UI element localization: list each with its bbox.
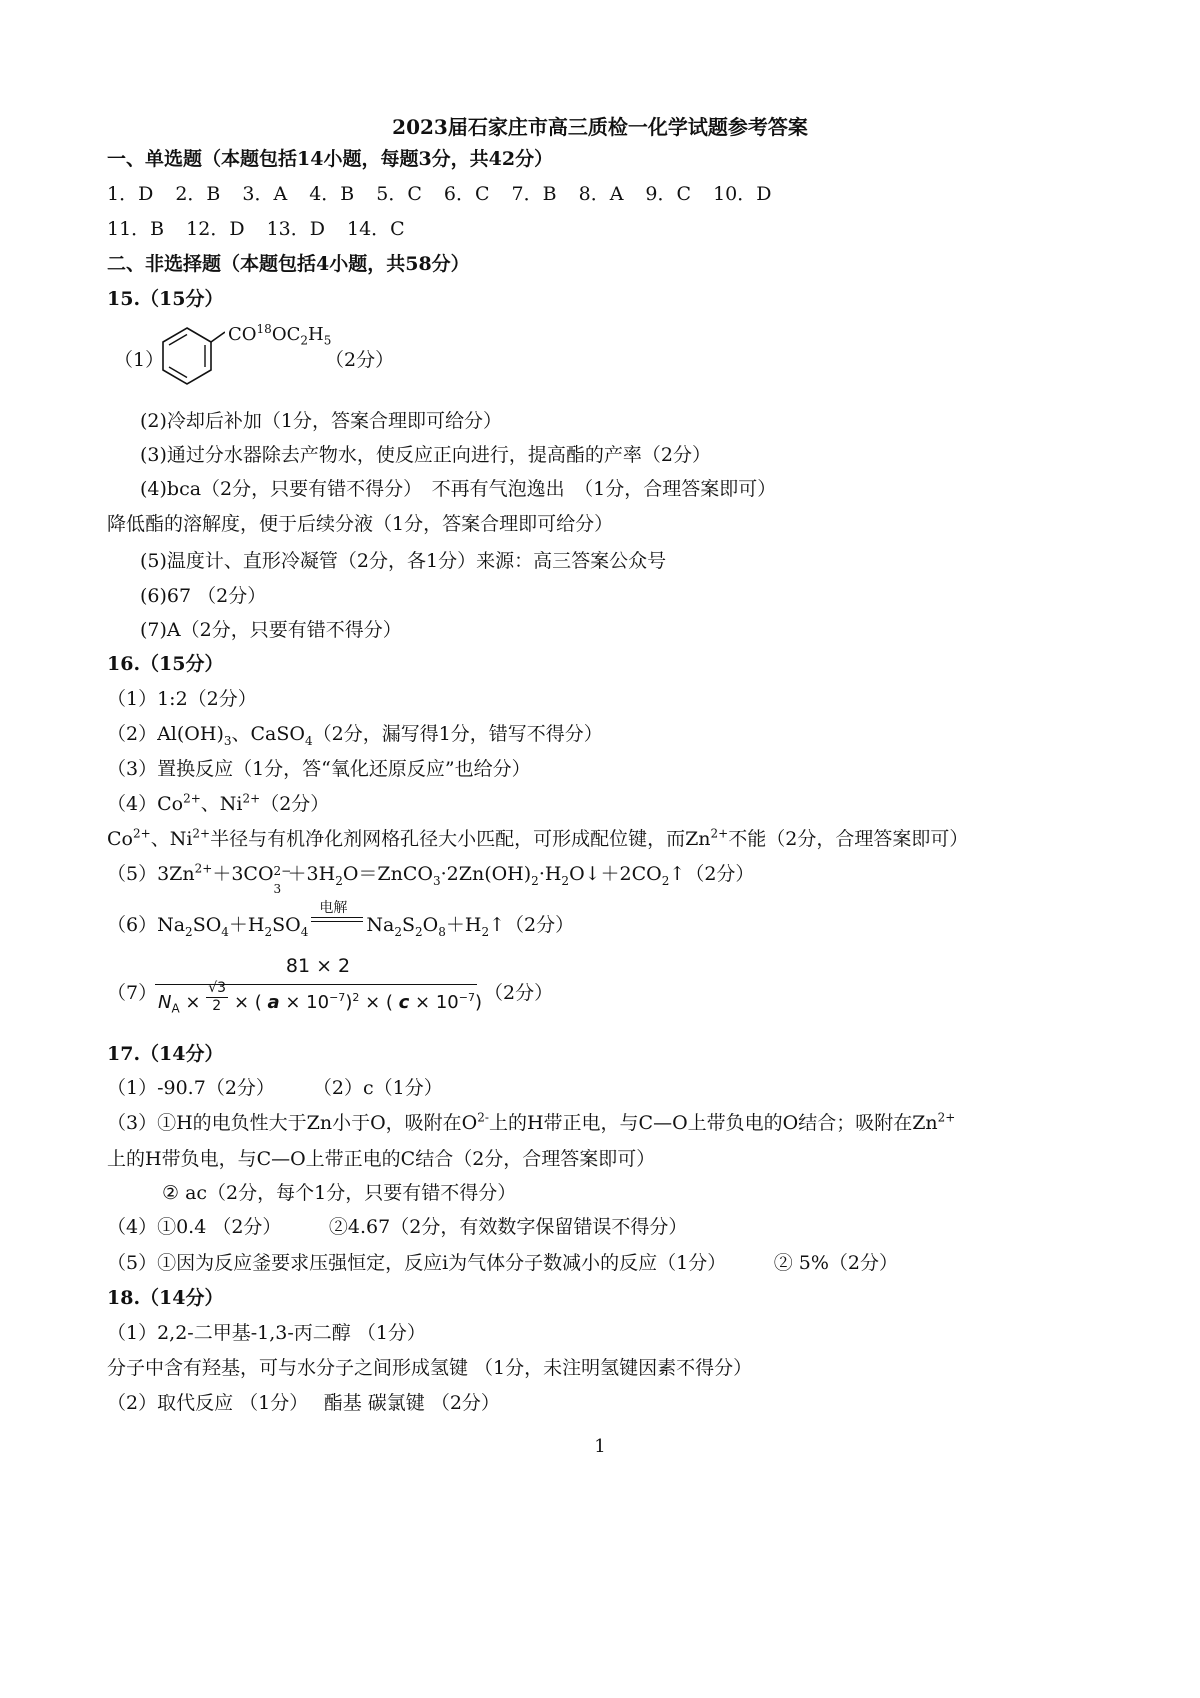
q16-part4: $(4)Co^{2+}$、$Ni^{2+}(2$分） xyxy=(107,791,330,815)
mcq-answer: 14．C xyxy=(346,218,405,240)
mcq-answer: 9．C xyxy=(645,183,692,205)
section1-heading: 一、单选题（本题包括14小题，每题3分，共42分） xyxy=(107,148,554,170)
q17-part5: （5）①因为反应釜要求压强恒定，反应i为气体分子数减小的反应（1分） ② 5%（2分） xyxy=(107,1252,899,1274)
electrolysis-arrow: 电解 xyxy=(311,911,363,931)
q17-part4: （4）①0.4 （2分） ②4.67（2分，有效数字保留错误不得分） xyxy=(107,1216,688,1238)
q15-part1-score: （2分） xyxy=(325,349,395,371)
q16-part1: （1）1:2（2分） xyxy=(107,688,257,710)
q15-part6: (6)67 （2分） xyxy=(140,585,267,607)
mcq-answer: 13．D xyxy=(266,218,325,240)
q15-part4-continued: 降低酯的溶解度，便于后续分液（1分，答案合理即可给分） xyxy=(107,513,614,535)
q17-part1-2: （1）-90.7（2分） （2）c（1分） xyxy=(107,1077,443,1099)
q17-part3-continued: 上的H带负电，与C—O上带正电的C结合（2分，合理答案即可） xyxy=(107,1148,656,1170)
mcq-answers-row1 xyxy=(107,181,793,207)
q18-part1-explanation: 分子中含有羟基，可与水分子之间形成氢键 （1分，未注明氢键因素不得分） xyxy=(107,1357,753,1379)
mcq-answer: 6．C xyxy=(443,183,490,205)
q15-part2: (2)冷却后补加（1分，答案合理即可给分） xyxy=(140,410,503,432)
benzene-ring-structure xyxy=(155,320,225,392)
mcq-answer: 4．B xyxy=(309,183,355,205)
q16-part5-equation: $(5)3Zn^{2+}+3CO$ 2− 3 $+3H_2O=ZnCO_3\cdot 2Zn(OH)_2\cdot H_2O↓+2CO_2↑(2$分） xyxy=(107,861,755,896)
q17-part3: （3）①H的电负性大于Zn小于O，吸附在$O^{2-}$上的H带正电，与C—O上带负电的O结合；吸附在$Zn^{2+}$ xyxy=(107,1110,956,1134)
section2-heading: 二、非选择题（本题包括4小题，共58分） xyxy=(107,253,470,275)
q15-part3: (3)通过分水器除去产物水，使反应正向进行，提高酯的产率（2分） xyxy=(140,444,712,466)
mcq-answers-row2 xyxy=(107,216,427,242)
mcq-answer: 2．B xyxy=(175,183,221,205)
mcq-answer: 5．C xyxy=(376,183,422,205)
mcq-answer: 12．D xyxy=(186,218,245,240)
q16-part7-score: （2分） xyxy=(484,982,554,1004)
ester-substituent-formula: $CO^{18}OC_2H_5$ xyxy=(228,322,332,348)
q16-part3: （3）置换反应（1分，答“氧化还原反应”也给分） xyxy=(107,758,531,780)
q18-part1: （1）2,2-二甲基-1,3-丙二醇 （1分） xyxy=(107,1322,426,1344)
q15-heading: 15.（15分） xyxy=(107,288,224,310)
mcq-answer: 11．B xyxy=(107,218,165,240)
q18-part2: （2）取代反应 （1分） 酯基 碳氯键 （2分） xyxy=(107,1392,500,1414)
q15-part1-label: （1） xyxy=(114,349,165,371)
mcq-answer: 7．B xyxy=(511,183,557,205)
fraction-bar xyxy=(155,984,477,985)
q17-heading: 17.（14分） xyxy=(107,1043,224,1065)
mcq-answer: 8．A xyxy=(578,183,624,205)
mcq-answer: 3．A xyxy=(242,183,288,205)
q17-part3-sub2: ② ac（2分，每个1分，只要有错不得分） xyxy=(162,1182,517,1204)
q15-part7: (7)A（2分，只要有错不得分） xyxy=(140,619,402,641)
q15-part4: (4)bca（2分，只要有错不得分） 不再有气泡逸出 （1分，合理答案即可） xyxy=(140,478,777,500)
q16-heading: 16.（15分） xyxy=(107,653,224,675)
mcq-answer: 1．D xyxy=(107,183,154,205)
q18-heading: 18.（14分） xyxy=(107,1287,224,1309)
q15-part5: (5)温度计、直形冷凝管（2分，各1分）来源：高三答案公众号 xyxy=(140,550,667,572)
q16-part4-explanation: $Co^{2+}$、$Ni^{2+}$半径与有机净化剂网格孔径大小匹配，可形成配位键，而$Zn^{2+}$不能（2分，合理答案即可） xyxy=(107,826,969,850)
q16-part6-equation: $(6)Na_2SO_4+H_2SO_4$ 电解 $Na_2S_2O_8+H_2↑(2$分） xyxy=(107,900,575,939)
density-formula-denominator: $N_A$ × $\frac{√3}{2}$ × ( $a \times 10^{-7})^2$ × ( $c \times 10^{-7}$) xyxy=(158,980,482,1016)
q16-part2: $(2)Al(OH)_3$、CaSO$_4$（2分，漏写得1分，错写不得分） xyxy=(107,723,603,748)
document-title: 2023届石家庄市高三质检一化学试题参考答案 xyxy=(392,115,808,139)
mcq-answer: 10．D xyxy=(713,183,772,205)
density-formula-numerator: 81 × 2 xyxy=(285,955,351,977)
q16-part7-label: （7） xyxy=(107,982,158,1004)
page-number: 1 xyxy=(594,1436,606,1457)
